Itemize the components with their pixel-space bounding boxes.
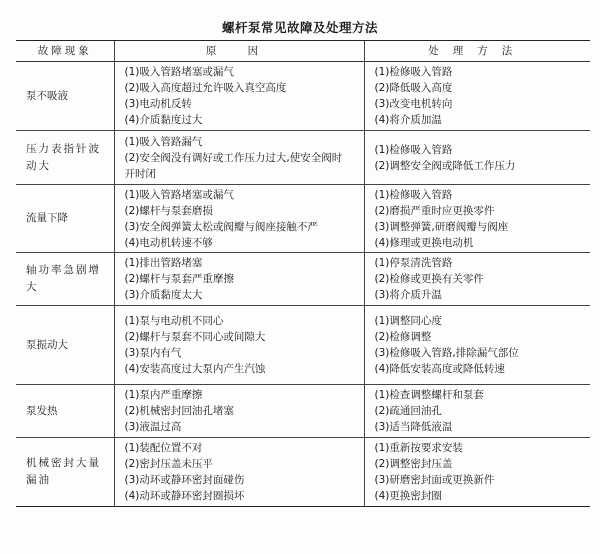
remedy-item: (3)调整弹簧,研磨阀瓣与阀座 [374,220,509,233]
symptom-text: 轴功率急剧增大 [26,264,101,293]
cause-cell [114,438,364,507]
remedy-cell [364,185,590,253]
cause-item: (1)排出管路堵塞 [124,257,203,269]
cause-item: (2)吸入高度超过允许吸入真空高度 [124,82,287,94]
table-body [16,62,590,507]
symptom-cell [16,185,114,253]
cause-item: (3)介质黏度太大 [124,289,203,301]
cause-item: (1)吸入管路堵塞或漏气 [124,66,234,78]
remedy-item: (3)适当降低液温 [374,421,453,433]
remedy-item: (2)降低吸入高度 [374,82,453,94]
cause-item: (2)螺杆与泵套磨损 [124,204,213,217]
header-remedy: 处理方法 [364,41,590,62]
table-row [16,185,590,253]
cause-cell [114,306,364,385]
table-row [16,438,590,507]
remedy-item: (1)检查调整螺杆和泵套 [374,389,484,401]
symptom-cell [16,253,114,306]
remedy-item: (2)磨损严重时应更换零件 [374,204,495,217]
cause-item: (1)吸入管路漏气 [124,135,203,148]
symptom-cell [16,306,114,385]
remedy-item: (4)修理或更换电动机 [374,236,474,249]
symptom-text: 泵不吸液 [26,89,68,102]
symptom-cell [16,385,114,438]
remedy-item: (1)检修吸入管路 [374,66,453,78]
table-row [16,306,590,385]
remedy-cell [364,131,590,185]
cause-item: (4)动环或静环密封圈损坏 [124,490,245,502]
cause-item: (4)电动机转速不够 [124,236,213,249]
symptom-cell [16,438,114,507]
remedy-item: (4)更换密封圈 [374,490,442,502]
symptom-text: 流量下降 [26,212,68,224]
remedy-item: (2)调整安全阀或降低工作压力 [374,159,516,172]
cause-cell [114,385,364,438]
remedy-cell [364,253,590,306]
cause-item: (1)泵与电动机不同心 [124,315,224,327]
cause-cell [114,253,364,306]
remedy-cell [364,306,590,385]
symptom-text: 机械密封大量漏油 [26,457,101,486]
table-title: 螺杆泵常见故障及处理方法 [221,20,378,35]
remedy-item: (2)调整密封压盖 [374,458,453,470]
remedy-item: (1)检修吸入管路 [374,143,453,156]
remedy-item: (3)改变电机转向 [374,98,453,110]
cause-cell [114,62,364,131]
cause-item: 开时闭 [124,167,156,180]
symptom-text: 压力表指针波动大 [26,142,101,172]
cause-item: (3)泵内有气 [124,347,182,359]
cause-item: (2)安全阀没有调好或工作压力过大,使安全阀时 [124,151,343,164]
remedy-cell [364,438,590,507]
header-symptom: 故障现象 [16,41,114,62]
remedy-item: (1)重新按要求安装 [374,442,463,454]
cause-item: (3)安全阀弹簧太松或阀瓣与阀座接触不严 [124,220,318,233]
fault-table [16,40,590,507]
cause-item: (1)泵内严重摩擦 [124,389,203,401]
symptom-text: 泵振动大 [26,338,68,351]
remedy-item: (2)检修调整 [374,331,432,343]
cause-item: (1)吸入管路堵塞或漏气 [124,188,234,201]
cause-item: (2)螺杆与泵套不同心或间隙大 [124,331,266,343]
remedy-cell [364,385,590,438]
symptom-cell [16,62,114,131]
remedy-item: (4)将介质加温 [374,114,442,126]
cause-item: (2)密封压盖未压平 [124,458,213,470]
cause-item: (3)电动机反转 [124,98,192,110]
remedy-item: (1)停泵清洗管路 [374,257,453,269]
symptom-cell [16,131,114,185]
remedy-item: (3)研磨密封面或更换新件 [374,474,495,486]
cause-item: (2)螺杆与泵套严重摩擦 [124,273,234,285]
cause-item: (2)机械密封回油孔堵塞 [124,405,234,417]
table-row [16,131,590,185]
header-row [16,41,590,62]
cause-item: (4)介质黏度过大 [124,114,203,126]
cause-item: (3)动环或静环密封面碰伤 [124,474,245,486]
cause-cell [114,185,364,253]
header-cause: 原 因 [114,41,364,62]
cause-item: (3)液温过高 [124,421,182,433]
remedy-item: (1)检修吸入管路 [374,188,453,201]
table-row [16,385,590,438]
cause-cell [114,131,364,185]
symptom-text: 泵发热 [26,404,58,417]
table-row [16,62,590,131]
remedy-item: (1)调整同心度 [374,315,442,327]
cause-item: (4)安装高度过大泵内产生汽蚀 [124,363,266,375]
remedy-item: (2)疏通回油孔 [374,405,442,417]
remedy-cell [364,62,590,131]
table-row [16,253,590,306]
remedy-item: (4)降低安装高度或降低转速 [374,363,505,375]
remedy-item: (3)将介质升温 [374,289,442,301]
cause-item: (1)装配位置不对 [124,442,203,454]
remedy-item: (3)检修吸入管路,排除漏气部位 [374,347,519,359]
remedy-item: (2)检修或更换有关零件 [374,273,484,285]
